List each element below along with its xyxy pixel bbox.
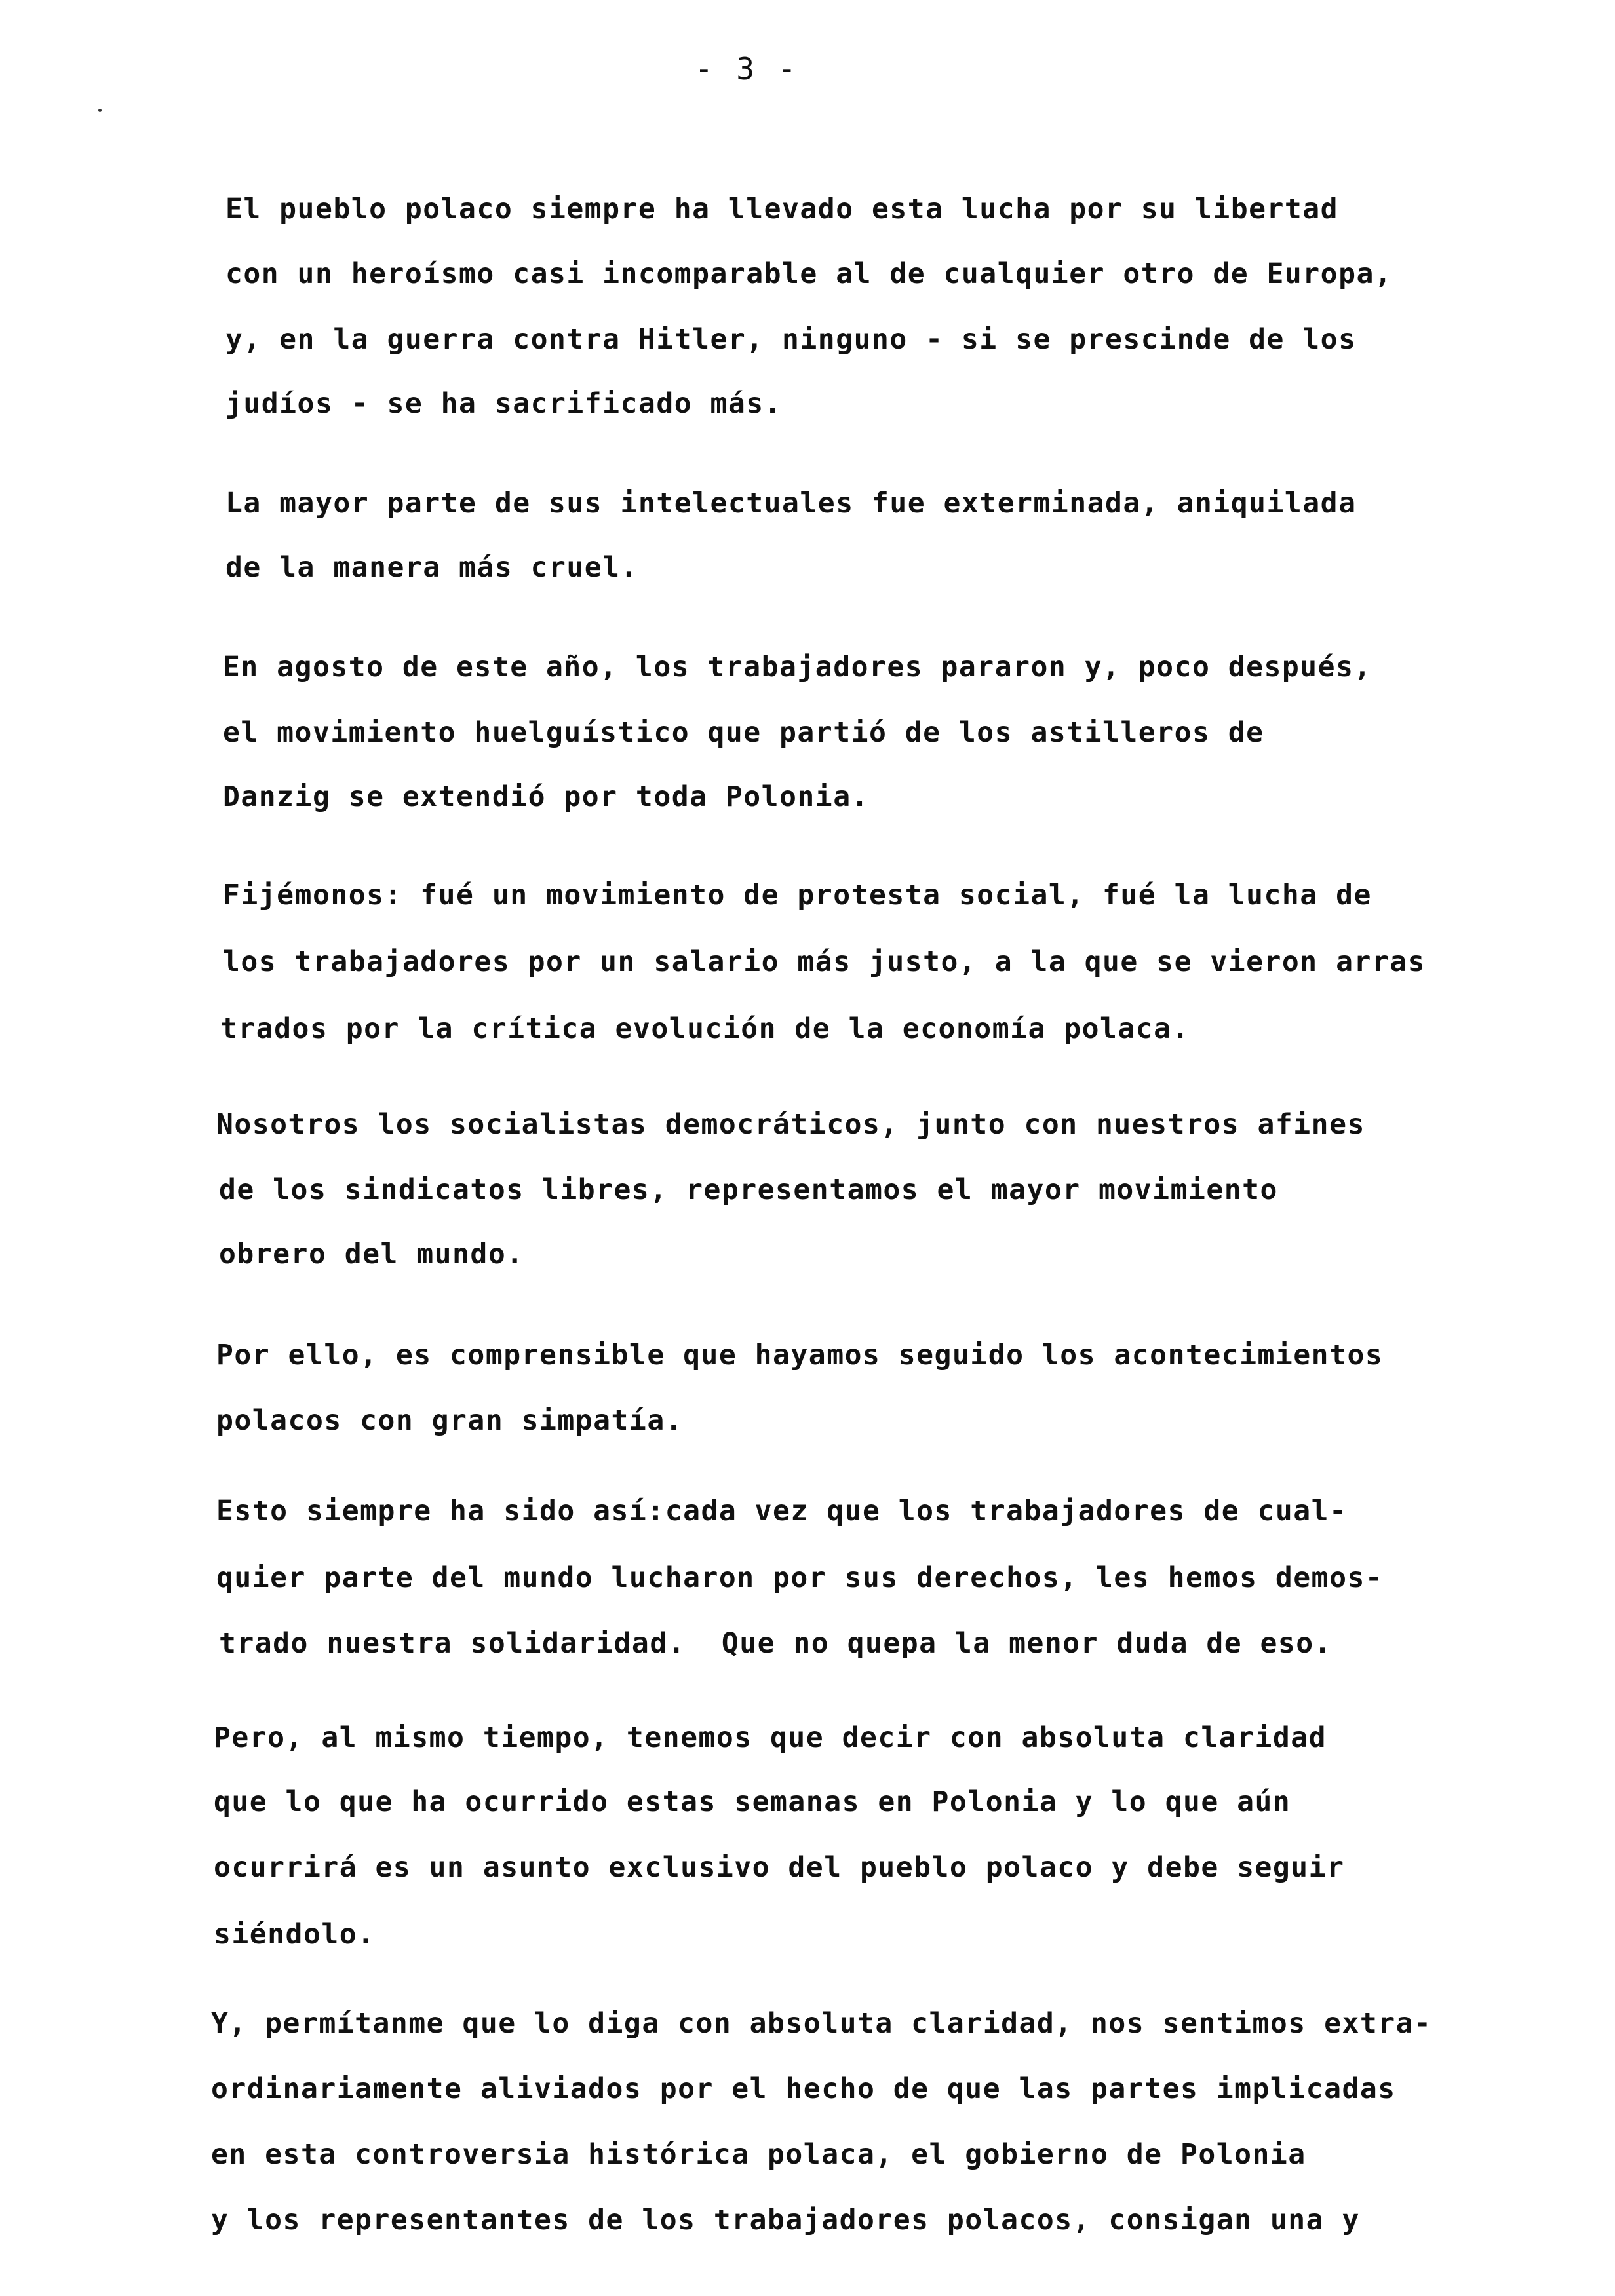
- scan-speck: [98, 109, 102, 112]
- text-line: trado nuestra solidaridad. Que no quepa la menor duda de eso.: [219, 1627, 1333, 1660]
- page-number: - 3 -: [695, 51, 799, 86]
- text-line: en esta controversia histórica polaca, el gobierno de Polonia: [211, 2138, 1306, 2171]
- text-line: que lo que ha ocurrido estas semanas en Polonia y lo que aún: [214, 1786, 1291, 1818]
- text-line: Fijémonos: fué un movimiento de protesta social, fué la lucha de: [223, 879, 1372, 911]
- text-line: con un heroísmo casi incomparable al de cualquier otro de Europa,: [225, 258, 1393, 290]
- text-line: Esto siempre ha sido así:cada vez que los trabajadores de cual-: [216, 1495, 1348, 1527]
- text-line: siéndolo.: [214, 1918, 376, 1951]
- text-line: polacos con gran simpatía.: [216, 1404, 684, 1437]
- text-line: judíos - se ha sacrificado más.: [225, 387, 783, 420]
- text-line: y los representantes de los trabajadores polacos, consigan una y: [211, 2204, 1360, 2236]
- text-line: Danzig se extendió por toda Polonia.: [223, 780, 869, 813]
- text-line: de la manera más cruel.: [225, 551, 638, 584]
- text-line: En agosto de este año, los trabajadores pararon y, poco después,: [223, 651, 1372, 683]
- text-line: obrero del mundo.: [219, 1238, 524, 1271]
- text-line: La mayor parte de sus intelectuales fue exterminada, aniquilada: [225, 487, 1357, 520]
- text-line: Y, permítanme que lo diga con absoluta claridad, nos sentimos extra-: [211, 2007, 1432, 2040]
- text-line: El pueblo polaco siempre ha llevado esta lucha por su libertad: [225, 193, 1339, 225]
- text-line: de los sindicatos libres, representamos el mayor movimiento: [219, 1174, 1278, 1206]
- text-line: quier parte del mundo lucharon por sus derechos, les hemos demos-: [216, 1561, 1384, 1594]
- text-line: trados por la crítica evolución de la economía polaca.: [220, 1012, 1190, 1045]
- text-line: Por ello, es comprensible que hayamos seguido los acontecimientos: [216, 1339, 1384, 1371]
- text-line: los trabajadores por un salario más justo, a la que se vieron arras: [223, 946, 1426, 978]
- text-line: el movimiento huelguístico que partió de los astilleros de: [223, 716, 1264, 749]
- text-line: y, en la guerra contra Hitler, ninguno - si se prescinde de los: [225, 323, 1357, 356]
- text-line: Pero, al mismo tiempo, tenemos que decir con absoluta claridad: [214, 1721, 1327, 1754]
- text-line: ocurrirá es un asunto exclusivo del pueblo polaco y debe seguir: [214, 1851, 1345, 1884]
- text-line: Nosotros los socialistas democráticos, junto con nuestros afines: [216, 1108, 1365, 1141]
- text-line: ordinariamente aliviados por el hecho de que las partes implicadas: [211, 2073, 1396, 2105]
